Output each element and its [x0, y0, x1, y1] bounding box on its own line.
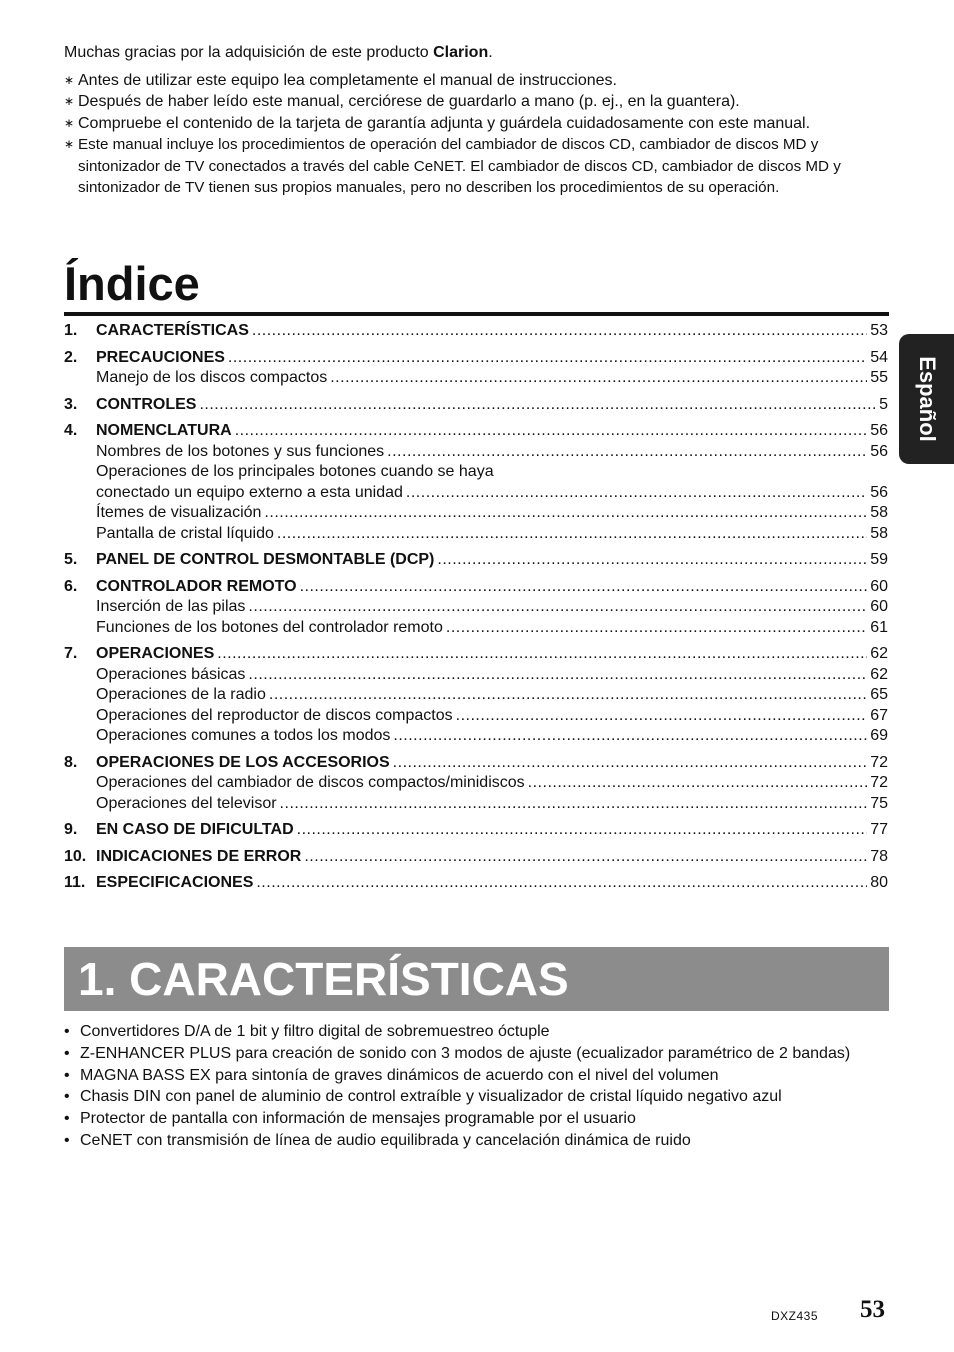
toc-sub-row [64, 773, 888, 794]
toc-row [64, 873, 888, 894]
dot-leader [297, 820, 868, 841]
toc-title: CONTROLADOR REMOTO [96, 577, 297, 595]
toc-entry [64, 753, 888, 815]
language-tab [899, 334, 954, 464]
toc-sub-title: Manejo de los discos compactos [96, 369, 328, 386]
toc-number: 2. [64, 348, 78, 366]
toc-entry [64, 421, 888, 544]
list-item: • Z-ENHANCER PLUS para creación de sonido con 3 modos de ajuste (ecualizador paramétrico de 2 bandas) [64, 1043, 894, 1065]
toc-title: OPERACIONES [96, 645, 215, 662]
toc-entry [64, 873, 888, 894]
toc-entry [64, 847, 888, 868]
toc-row [64, 820, 888, 841]
toc-number: 6. [64, 577, 78, 595]
toc-sub-title: conectado un equipo externo a esta unidad [96, 483, 403, 501]
toc-sub-title: Operaciones del televisor [96, 794, 277, 812]
toc-page: 53 [870, 322, 888, 339]
toc-page: 54 [870, 348, 888, 366]
toc-number: 10. [64, 847, 87, 865]
dot-leader [446, 618, 867, 639]
toc-title: OPERACIONES DE LOS ACCESORIOS [96, 753, 390, 771]
dot-leader [528, 773, 868, 794]
dot-leader [264, 503, 867, 524]
toc-sub-row [64, 726, 888, 747]
toc-number: 3. [64, 395, 78, 413]
dot-leader [393, 726, 867, 747]
toc-sub-page: 62 [870, 665, 888, 683]
toc-sub-page: 56 [870, 483, 888, 501]
intro-lead-text: Muchas gracias por la adquisición de este producto [64, 44, 434, 61]
toc-sub-line: Operaciones de los principales botones cuando se haya [96, 463, 494, 480]
section-header-band [64, 947, 889, 1011]
toc-entry [64, 348, 888, 389]
toc-title: CARACTERÍSTICAS [96, 322, 249, 339]
brand-name: Clarion [433, 44, 489, 61]
toc-row [64, 644, 888, 665]
toc-sub-page: 65 [870, 686, 888, 703]
toc-sub-row [64, 794, 888, 815]
list-item: • Convertidores D/A de 1 bit y filtro digital de sobremuestreo óctuple [64, 1021, 894, 1043]
toc-page: 60 [870, 577, 888, 595]
toc-sub-row [64, 685, 888, 706]
dot-leader [300, 577, 868, 598]
toc-row [64, 577, 888, 598]
toc-page: 72 [870, 753, 888, 771]
dot-leader [437, 550, 867, 571]
toc-sub-page: 58 [870, 524, 888, 542]
dot-leader [248, 665, 867, 686]
toc-row [64, 348, 888, 369]
page-number: 53 [860, 1296, 885, 1323]
toc-row [64, 321, 888, 342]
toc-entry [64, 395, 888, 416]
features-list [64, 1021, 894, 1152]
dot-leader [248, 597, 867, 618]
toc-number: 8. [64, 753, 78, 771]
dot-leader [393, 753, 868, 774]
toc-row [64, 753, 888, 774]
dot-leader [277, 524, 867, 545]
intro-note: ∗ Antes de utilizar este equipo lea completamente el manual de instrucciones. [64, 70, 894, 92]
asterisk-icon: ∗ [64, 72, 75, 87]
dot-leader [304, 847, 867, 868]
toc-sub-row [64, 597, 888, 618]
dot-leader [269, 685, 867, 706]
toc-page: 59 [870, 551, 888, 568]
toc-number: 7. [64, 645, 78, 662]
dot-leader [199, 395, 876, 416]
toc-row [64, 421, 888, 442]
toc-entry [64, 577, 888, 639]
toc-number: 11. [64, 874, 86, 891]
toc-sub-page: 56 [870, 442, 888, 460]
toc-title: NOMENCLATURA [96, 422, 232, 439]
dot-leader [387, 442, 867, 463]
toc-title: PANEL DE CONTROL DESMONTABLE (DCP) [96, 551, 435, 568]
toc-title: INDICACIONES DE ERROR [96, 847, 302, 865]
toc-sub-page: 72 [870, 774, 888, 791]
dot-leader [252, 321, 867, 342]
toc-title: ESPECIFICACIONES [96, 874, 254, 891]
asterisk-icon: ∗ [64, 137, 75, 151]
toc-sub-title: Operaciones comunes a todos los modos [96, 727, 391, 744]
intro-note: ∗ Después de haber leído este manual, cerciórese de guardarlo a mano (p. ej., en la guantera). [64, 91, 894, 113]
intro-lead [64, 42, 894, 64]
toc-title: PRECAUCIONES [96, 348, 225, 366]
toc-title: CONTROLES [96, 395, 197, 413]
dot-leader [456, 706, 868, 727]
dot-leader [256, 873, 867, 894]
toc-sub-row [64, 503, 888, 524]
toc-page: 5 [879, 395, 888, 413]
list-item: • CeNET con transmisión de línea de audio equilibrada y cancelación dinámica de ruido [64, 1130, 894, 1152]
toc-number: 5. [64, 551, 78, 568]
dot-leader [330, 368, 867, 389]
intro-note: ∗ Compruebe el contenido de la tarjeta de garantía adjunta y guárdela cuidadosamente con este manual. [64, 113, 894, 135]
dot-leader [228, 348, 867, 369]
toc-entry [64, 820, 888, 841]
model-number: DXZ435 [771, 1309, 819, 1323]
toc-entry [64, 644, 888, 747]
toc-page: 77 [870, 821, 888, 838]
toc-sub-title: Funciones de los botones del controlador remoto [96, 618, 443, 636]
list-item: • MAGNA BASS EX para sintonía de graves dinámicos de acuerdo con el nivel del volumen [64, 1065, 894, 1087]
table-of-contents [64, 321, 888, 900]
dot-leader [280, 794, 868, 815]
list-item: • Chasis DIN con panel de aluminio de control extraíble y visualizador de cristal líquido negativo azul [64, 1086, 894, 1108]
toc-sub-row [64, 483, 888, 504]
toc-row [64, 395, 888, 416]
toc-sub-row [64, 706, 888, 727]
toc-sub-row [64, 368, 888, 389]
toc-row [64, 847, 888, 868]
toc-sub-page: 67 [870, 706, 888, 724]
intro-block [64, 42, 894, 199]
intro-lead-end: . [488, 44, 493, 61]
toc-sub-page: 60 [870, 598, 888, 615]
toc-page: 78 [870, 847, 888, 865]
toc-sub-title: Operaciones básicas [96, 665, 246, 683]
toc-number: 4. [64, 422, 78, 439]
dot-leader [406, 483, 867, 504]
asterisk-icon: ∗ [64, 94, 75, 108]
toc-page: 80 [870, 874, 888, 891]
toc-title: EN CASO DE DIFICULTAD [96, 821, 294, 838]
toc-page: 62 [870, 645, 888, 662]
toc-number: 1. [64, 322, 78, 339]
dot-leader [235, 421, 868, 442]
list-item: • Protector de pantalla con información de mensajes programable por el usuario [64, 1108, 894, 1130]
toc-sub-row [64, 618, 888, 639]
toc-sub-title: Operaciones de la radio [96, 686, 266, 703]
intro-note: ∗ Este manual incluye los procedimientos de operación del cambiador de discos CD, cambiador de discos MD y sintonizador de TV conectados a través del cable CeNET. El cambiador de discos CD, cambiador de discos MD y sintonizador de TV tienen sus propios manuales, pero no describen los procedimientos de su operación. [64, 136, 841, 196]
language-tab-label: Español [915, 356, 940, 442]
toc-sub-title: Operaciones del cambiador de discos compactos/minidiscos [96, 774, 525, 791]
toc-sub-title: Pantalla de cristal líquido [96, 524, 274, 542]
toc-number: 9. [64, 821, 78, 838]
toc-sub-row [64, 665, 888, 686]
toc-entry [64, 550, 888, 571]
toc-sub-title: Inserción de las pilas [96, 598, 246, 615]
toc-sub-page: 61 [870, 618, 888, 636]
toc-sub-row [64, 524, 888, 545]
toc-sub-title: Operaciones del reproductor de discos compactos [96, 706, 453, 724]
toc-sub-row [64, 442, 888, 463]
toc-row [64, 550, 888, 571]
dot-leader [217, 644, 867, 665]
toc-sub-title: Ítemes de visualización [96, 504, 262, 521]
toc-page: 56 [870, 422, 888, 439]
toc-entry [64, 321, 888, 342]
toc-sub-page: 69 [870, 727, 888, 744]
toc-sub-page: 75 [870, 794, 888, 812]
toc-sub-title: Nombres de los botones y sus funciones [96, 442, 385, 460]
toc-sub-page: 58 [870, 504, 888, 521]
toc-sub-page: 55 [870, 369, 888, 386]
section-title: 1. CARACTERÍSTICAS [78, 953, 569, 1005]
asterisk-icon: ∗ [64, 115, 75, 130]
index-title: Índice [64, 256, 889, 316]
